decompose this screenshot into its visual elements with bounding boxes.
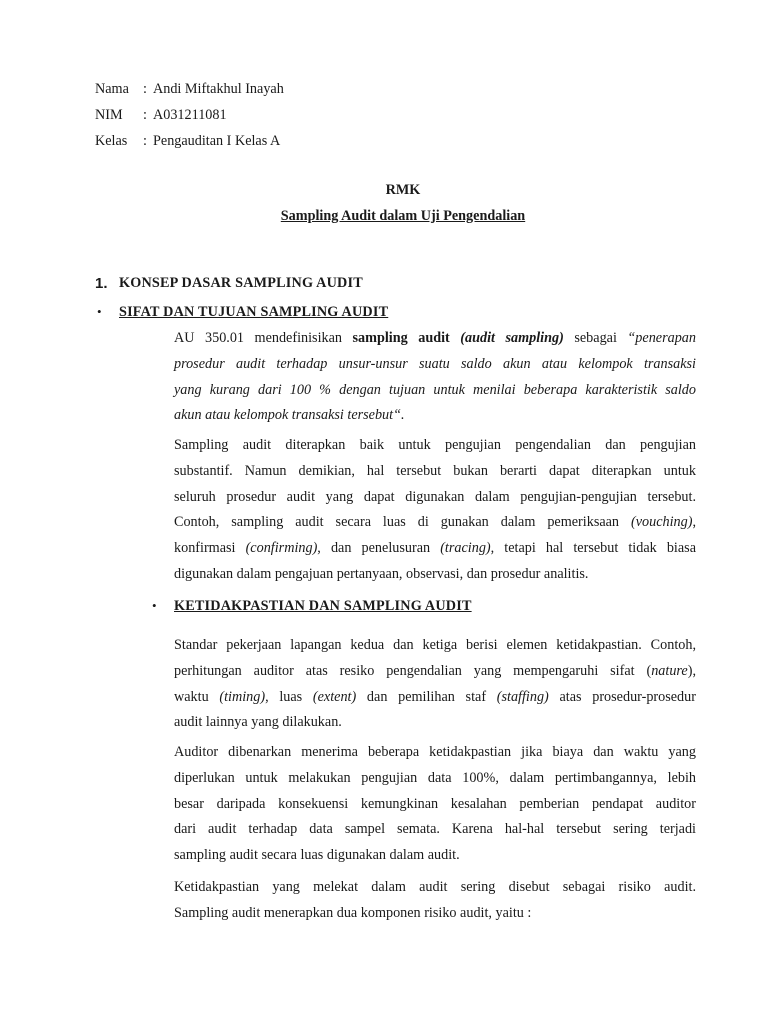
paragraph-line: prosedur audit terhadap unsur-unsur suatu saldo akun atau kelompok transaksi (174, 355, 696, 372)
identity-kelas-row (95, 132, 280, 150)
paragraph-line: akun atau kelompok transaksi tersebut“. (174, 407, 405, 424)
nim-value: A031211081 (153, 107, 227, 123)
nama-label: Nama (95, 81, 129, 97)
paragraph-line: Sampling audit diterapkan baik untuk pengujian pengendalian dan pengujian (174, 437, 696, 453)
bullet-icon: • (97, 304, 102, 319)
paragraph-line: yang kurang dari 100 % dengan tujuan untuk menilai beberapa karakteristik saldo (174, 381, 696, 398)
kelas-label: Kelas (95, 133, 128, 149)
paragraph-risiko (174, 875, 696, 927)
subsection-title-sifat: SIFAT DAN TUJUAN SAMPLING AUDIT (119, 304, 389, 320)
paragraph-line: digunakan dalam pengajuan pertanyaan, observasi, dan prosedur analitis. (174, 565, 589, 582)
paragraph-line: substantif. Namun demikian, hal tersebut bukan berarti dapat diterapkan untuk (174, 462, 696, 479)
kelas-value: Pengauditan I Kelas A (153, 133, 281, 149)
paragraph-line: sampling audit secara luas digunakan dalam audit. (174, 847, 460, 864)
nim-separator: : (143, 107, 147, 123)
paragraph-line: AU 350.01 mendefinisikan sampling audit (audit sampling) sebagai “penerapan (174, 330, 696, 346)
paragraph-line: dari audit terhadap data sampel semata. Karena hal-hal tersebut sering terjadi (174, 821, 696, 838)
section-number: 1. (95, 275, 108, 292)
paragraph-line: Ketidakpastian yang melekat dalam audit sering disebut sebagai risiko audit. (174, 879, 696, 895)
identity-nim-row (95, 106, 227, 124)
paragraph-line: Sampling audit menerapkan dua komponen risiko audit, yaitu : (174, 904, 532, 921)
identity-nama-row (95, 80, 284, 98)
document-subtitle-text: Sampling Audit dalam Uji Pengendalian (280, 208, 526, 224)
paragraph-line: seluruh prosedur audit yang dapat digunakan dalam pengujian-pengujian tersebut. (174, 488, 696, 505)
paragraph-line: audit lainnya yang dilakukan. (174, 714, 342, 731)
paragraph-line: diperlukan untuk melakukan pengujian data 100%, dalam pertimbangannya, lebih (174, 769, 696, 786)
nama-value: Andi Miftakhul Inayah (153, 81, 284, 97)
nama-separator: : (143, 81, 147, 97)
paragraph-standar (174, 633, 696, 736)
paragraph-line: Contoh, sampling audit secara luas di gunakan dalam pemeriksaan (vouching), (174, 514, 696, 531)
paragraph-penerapan (174, 433, 696, 588)
paragraph-line: Auditor dibenarkan menerima beberapa ketidakpastian jika biaya dan waktu yang (174, 744, 696, 760)
paragraph-line: Standar pekerjaan lapangan kedua dan ketiga berisi elemen ketidakpastian. Contoh, (174, 637, 696, 653)
bullet-icon: • (152, 598, 157, 613)
paragraph-line: waktu (timing), luas (extent) dan pemilihan staf (staffing) atas prosedur-prosedur (174, 688, 696, 705)
section-title: KONSEP DASAR SAMPLING AUDIT (119, 275, 363, 291)
kelas-separator: : (143, 133, 147, 149)
paragraph-line: perhitungan auditor atas resiko pengendalian yang mempengaruhi sifat (nature), (174, 662, 696, 679)
paragraph-definisi (174, 326, 696, 429)
nim-label: NIM (95, 107, 123, 123)
paragraph-auditor (174, 740, 696, 869)
subsection-title-ketidakpastian: KETIDAKPASTIAN DAN SAMPLING AUDIT (174, 598, 472, 614)
document-title: RMK (385, 182, 421, 198)
paragraph-line: konfirmasi (confirming), dan penelusuran (tracing), tetapi hal tersebut tidak biasa (174, 540, 696, 557)
document-subtitle (0, 208, 768, 225)
paragraph-line: besar daripada konsekuensi kemungkinan kesalahan pemberian pendapat auditor (174, 795, 696, 812)
